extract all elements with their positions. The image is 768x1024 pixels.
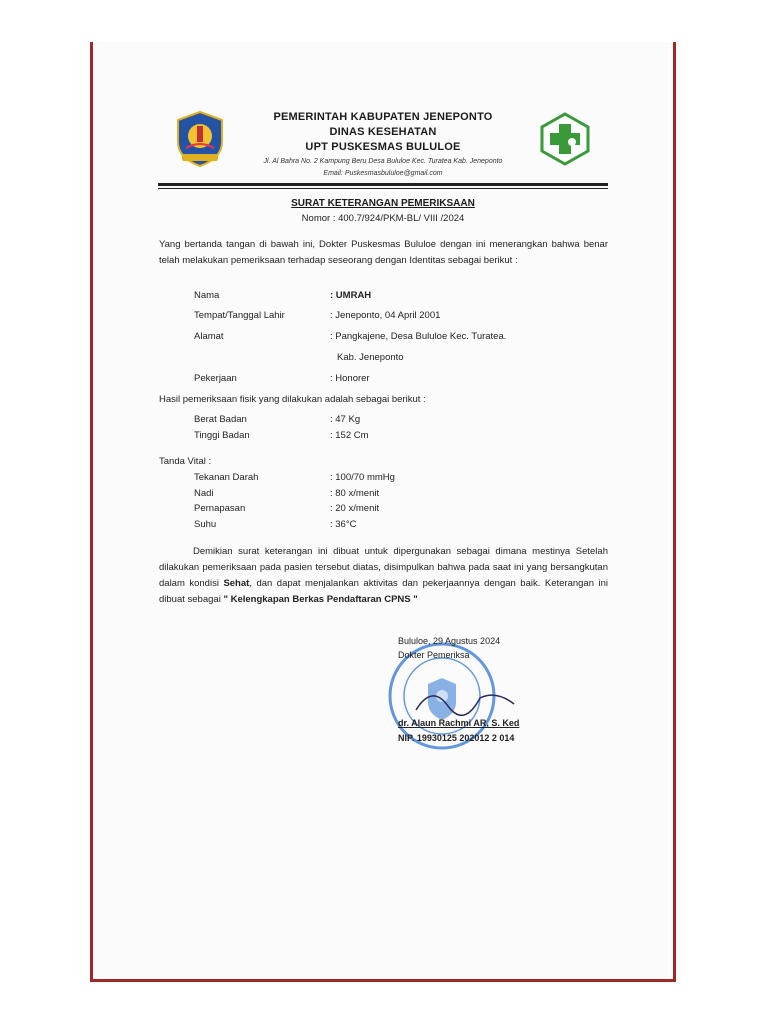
closing-text-1: Demikian surat keterangan ini dibuat untuk dipergunakan sebagai dimana mestinya Setelah dilakukan pemeriksaan pada pasien tersebut diatas, disimpulkan bahwa pada saat ini yang bersangkutan dalam kondisi: [159, 546, 608, 589]
document-title: SURAT KETERANGAN PEMERIKSAAN: [291, 198, 475, 209]
header-rule-thin: [158, 188, 608, 189]
berat-label: Berat Badan: [194, 414, 247, 425]
signature-doctor-name: dr. Alaun Rachmi AR, S. Ked: [398, 718, 520, 728]
signature-role: Dokter Pemeriksa: [398, 650, 470, 660]
berat-value: : 47 Kg: [330, 414, 361, 425]
pekerjaan-value: : Honorer: [330, 373, 370, 384]
nadi-label: Nadi: [194, 488, 214, 499]
header-government: PEMERINTAH KABUPATEN JENEPONTO: [273, 111, 493, 123]
signature-mark: [410, 680, 520, 720]
ttl-value: : Jeneponto, 04 April 2001: [330, 310, 441, 321]
tinggi-label: Tinggi Badan: [194, 430, 250, 441]
nadi-value: : 80 x/menit: [330, 488, 380, 499]
suhu-label: Suhu: [194, 519, 217, 530]
alamat-value-line2: Kab. Jeneponto: [337, 352, 404, 363]
vital-title: Tanda Vital :: [159, 456, 212, 467]
header-institution: UPT PUSKESMAS BULULOE: [305, 141, 461, 153]
signature-nip: NIP. 19930125 202012 2 014: [398, 733, 515, 743]
document-number: Nomor : 400.7/924/PKM-BL/ VIII /2024: [301, 213, 465, 224]
header-address: Jl. Al Bahra No. 2 Kampung Beru Desa Bululoe Kec. Turatea Kab. Jeneponto: [263, 158, 503, 165]
pernapasan-label: Pernapasan: [194, 503, 246, 514]
hasil-intro: Hasil pemeriksaan fisik yang dilakukan adalah sebagai berikut :: [159, 394, 426, 405]
header-email: Email: Puskesmasbululoe@gmail.com: [323, 170, 443, 177]
suhu-value: : 36°C: [330, 519, 357, 530]
header-department: DINAS KESEHATAN: [329, 126, 437, 138]
pekerjaan-label: Pekerjaan: [194, 373, 237, 384]
closing-sehat: Sehat: [223, 578, 250, 589]
alamat-value-line1: : Pangkajene, Desa Bululoe Kec. Turatea.: [330, 331, 507, 342]
pernapasan-value: : 20 x/menit: [330, 503, 380, 514]
ttl-label: Tempat/Tanggal Lahir: [194, 310, 285, 321]
header-rule-thick: [158, 183, 608, 186]
tekanan-darah-value: : 100/70 mmHg: [330, 472, 395, 483]
closing-paragraph: [159, 544, 608, 608]
closing-purpose: " Kelengkapan Berkas Pendaftaran CPNS ": [223, 594, 418, 605]
closing-text-2: , dan dapat menjalankan aktivitas dan pekerjaannya dengan baik. Keterangan ini dibuat sebagai: [159, 578, 608, 605]
nama-value: : UMRAH: [330, 290, 372, 301]
intro-paragraph: Yang bertanda tangan di bawah ini, Dokter Puskesmas Bululoe dengan ini menerangkan bahwa benar telah melakukan pemeriksaan terhadap seseorang dengan Identitas sebagai berikut :: [159, 239, 608, 266]
nama-label: Nama: [194, 290, 220, 301]
alamat-label: Alamat: [194, 331, 224, 342]
tinggi-value: : 152 Cm: [330, 430, 369, 441]
tekanan-darah-label: Tekanan Darah: [194, 472, 259, 483]
signature-place-date: Bululoe, 29 Agustus 2024: [398, 636, 501, 646]
